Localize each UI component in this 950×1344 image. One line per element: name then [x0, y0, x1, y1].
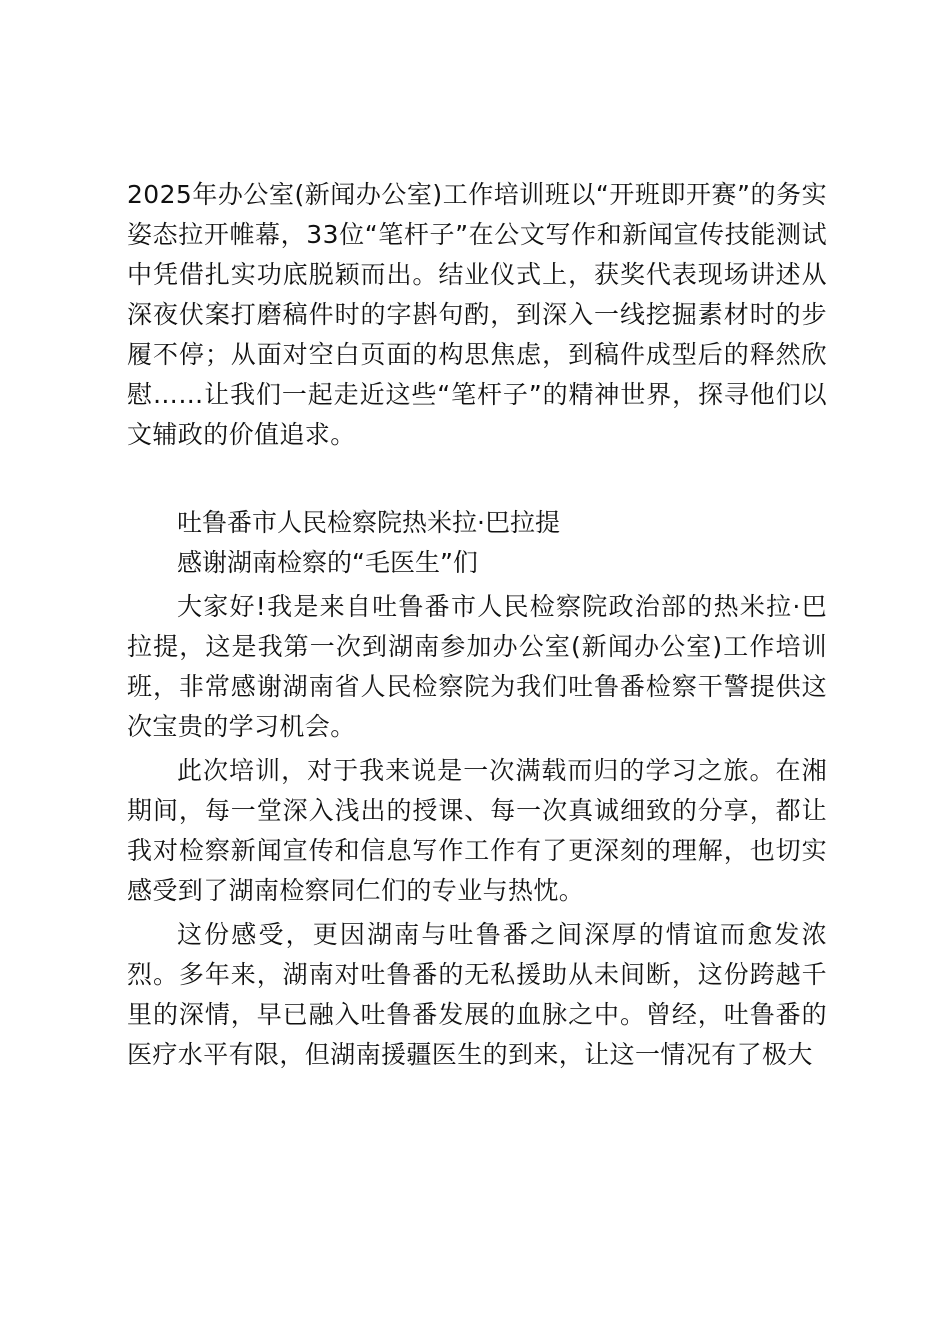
body-paragraph-3: 这份感受，更因湖南与吐鲁番之间深厚的情谊而愈发浓烈。多年来，湖南对吐鲁番的无私援助从未间断，这份跨越千里的深情，早已融入吐鲁番发展的血脉之中。曾经，吐鲁番的医疗水平有限，但湖南援疆医生的到来，让这一情况有了极大 [127, 920, 827, 1069]
intro-paragraph: 2025年办公室(新闻办公室)工作培训班以“开班即开赛”的务实姿态拉开帷幕，33位“笔杆子”在公文写作和新闻宣传技能测试中凭借扎实功底脱颖而出。结业仪式上，获奖代表现场讲述从深夜伏案打磨稿件时的字斟句酌，到深入一线挖掘素材时的步履不停；从面对空白页面的构思焦虑，到稿件成型后的释然欣慰……让我们一起走近这些“笔杆子”的精神世界，探寻他们以文辅政的价值追求。 [127, 180, 827, 449]
document-page [127, 175, 827, 1075]
body-paragraph-2: 此次培训，对于我来说是一次满载而归的学习之旅。在湘期间，每一堂深入浅出的授课、每一次真诚细致的分享，都让我对检察新闻宣传和信息写作工作有了更深刻的理解，也切实感受到了湖南检察同仁们的专业与热忱。 [127, 756, 827, 905]
article-title: 感谢湖南检察的“毛医生”们 [177, 548, 478, 577]
body-paragraph-1: 大家好!我是来自吐鲁番市人民检察院政治部的热米拉·巴拉提，这是我第一次到湖南参加办公室(新闻办公室)工作培训班，非常感谢湖南省人民检察院为我们吐鲁番检察干警提供这次宝贵的学习机会。 [127, 592, 827, 741]
article-author: 吐鲁番市人民检察院热米拉·巴拉提 [177, 508, 560, 537]
